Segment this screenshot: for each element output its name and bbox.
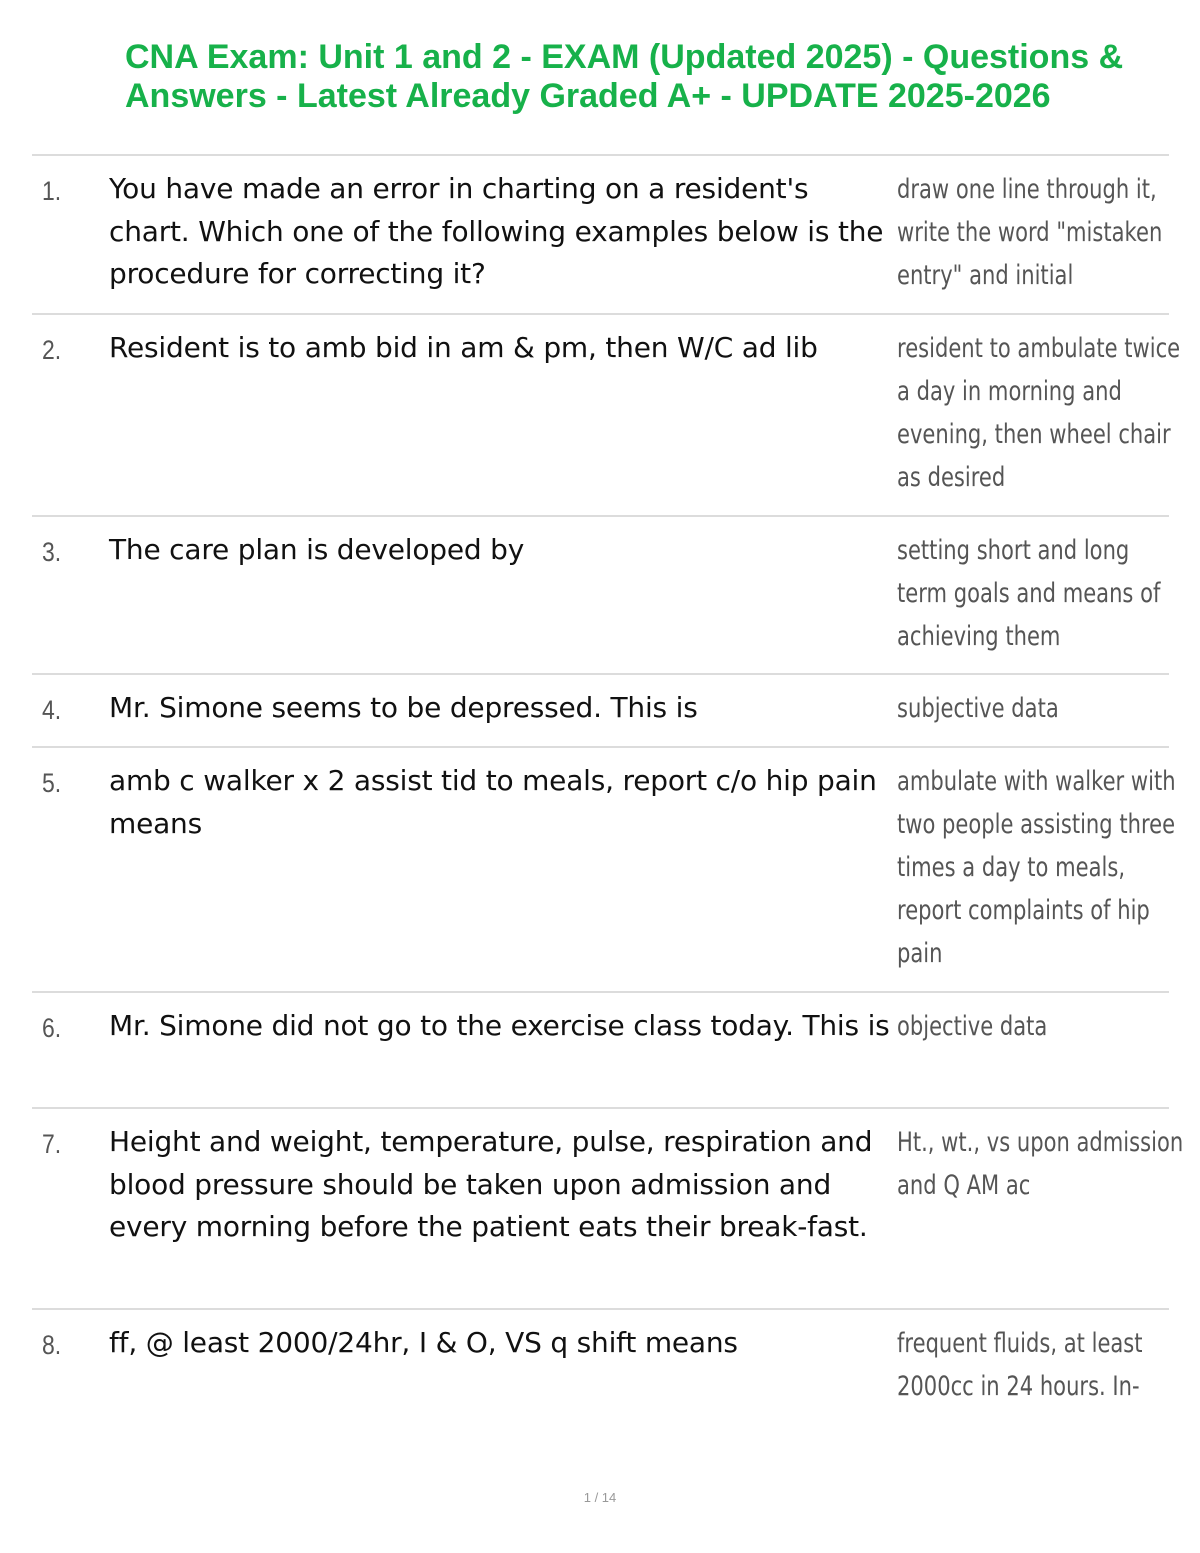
answer-line: times a day to meals, [897,852,1126,883]
item-number: 5. [42,768,62,798]
question-text: Mr. Simone seems to be depressed. This is [109,691,698,724]
qa-item [32,313,1181,515]
answer-line: setting short and long [897,535,1130,566]
answer-text [897,327,1181,499]
qa-item [32,746,1176,991]
qa-item [32,1308,1169,1418]
question-text: Height and weight, temperature, pulse, respiration and blood pressure should be taken upon admission and every morning before the patient eats their break-fast. [109,1125,873,1243]
qa-list [32,154,1184,1418]
answer-line: term goals and means of [897,578,1161,609]
item-number: 4. [42,695,62,725]
answer-line: resident to ambulate twice [897,333,1181,364]
qa-item [32,991,1169,1107]
answer-text [897,168,1163,297]
qa-item [32,1107,1184,1308]
answer-line: as desired [897,462,1006,493]
item-number: 1. [42,176,62,206]
answer-line: pain [897,938,943,969]
answer-line: entry" and initial [897,260,1074,291]
question-text: Resident is to amb bid in am & pm, then W/C ad lib [109,331,818,364]
answer-text [897,1121,1184,1207]
answer-line: two people assisting three [897,809,1176,840]
question-text: Mr. Simone did not go to the exercise class today. This is [109,1009,890,1042]
answer-text [897,760,1176,975]
item-number: 6. [42,1013,62,1043]
qa-item [32,515,1169,673]
page-indicator: 1 / 14 [583,1490,617,1505]
answer-text [897,687,1147,730]
item-number: 3. [42,537,62,567]
answer-line: report complaints of hip [897,895,1150,926]
qa-item [32,154,1169,313]
answer-line: a day in morning and [897,376,1122,407]
answer-line: evening, then wheel chair [897,419,1171,450]
item-number: 8. [42,1330,62,1360]
answer-line: draw one line through it, [897,174,1157,205]
answer-line: achieving them [897,621,1061,652]
question-text: amb c walker x 2 assist tid to meals, report c/o hip pain means [109,764,877,840]
document-title: CNA Exam: Unit 1 and 2 - EXAM (Updated 2025) - Questions & Answers - Latest Already Graded A+ - UPDATE 2025-2026 [125,38,1124,115]
question-text: The care plan is developed by [109,533,525,566]
qa-item [32,673,1169,746]
item-number: 2. [42,335,62,365]
question-text: You have made an error in charting on a resident's chart. Which one of the following examples below is the procedure for correcting it? [109,172,884,290]
answer-line: frequent fluids, at least [897,1328,1143,1359]
answer-text [897,529,1161,658]
answer-line: ambulate with walker with [897,766,1176,797]
answer-text [897,1322,1147,1408]
question-text: ff, @ least 2000/24hr, I & O, VS q shift means [109,1326,738,1359]
answer-line: 2000cc in 24 hours. In- [897,1371,1140,1402]
answer-line: subjective data [897,693,1059,724]
item-number: 7. [42,1129,62,1159]
answer-line: and Q AM ac [897,1170,1031,1201]
answer-line: write the word "mistaken [897,217,1163,248]
answer-line: Ht., wt., vs upon admission [897,1127,1184,1158]
answer-text [897,1005,1147,1048]
answer-line: objective data [897,1011,1048,1042]
